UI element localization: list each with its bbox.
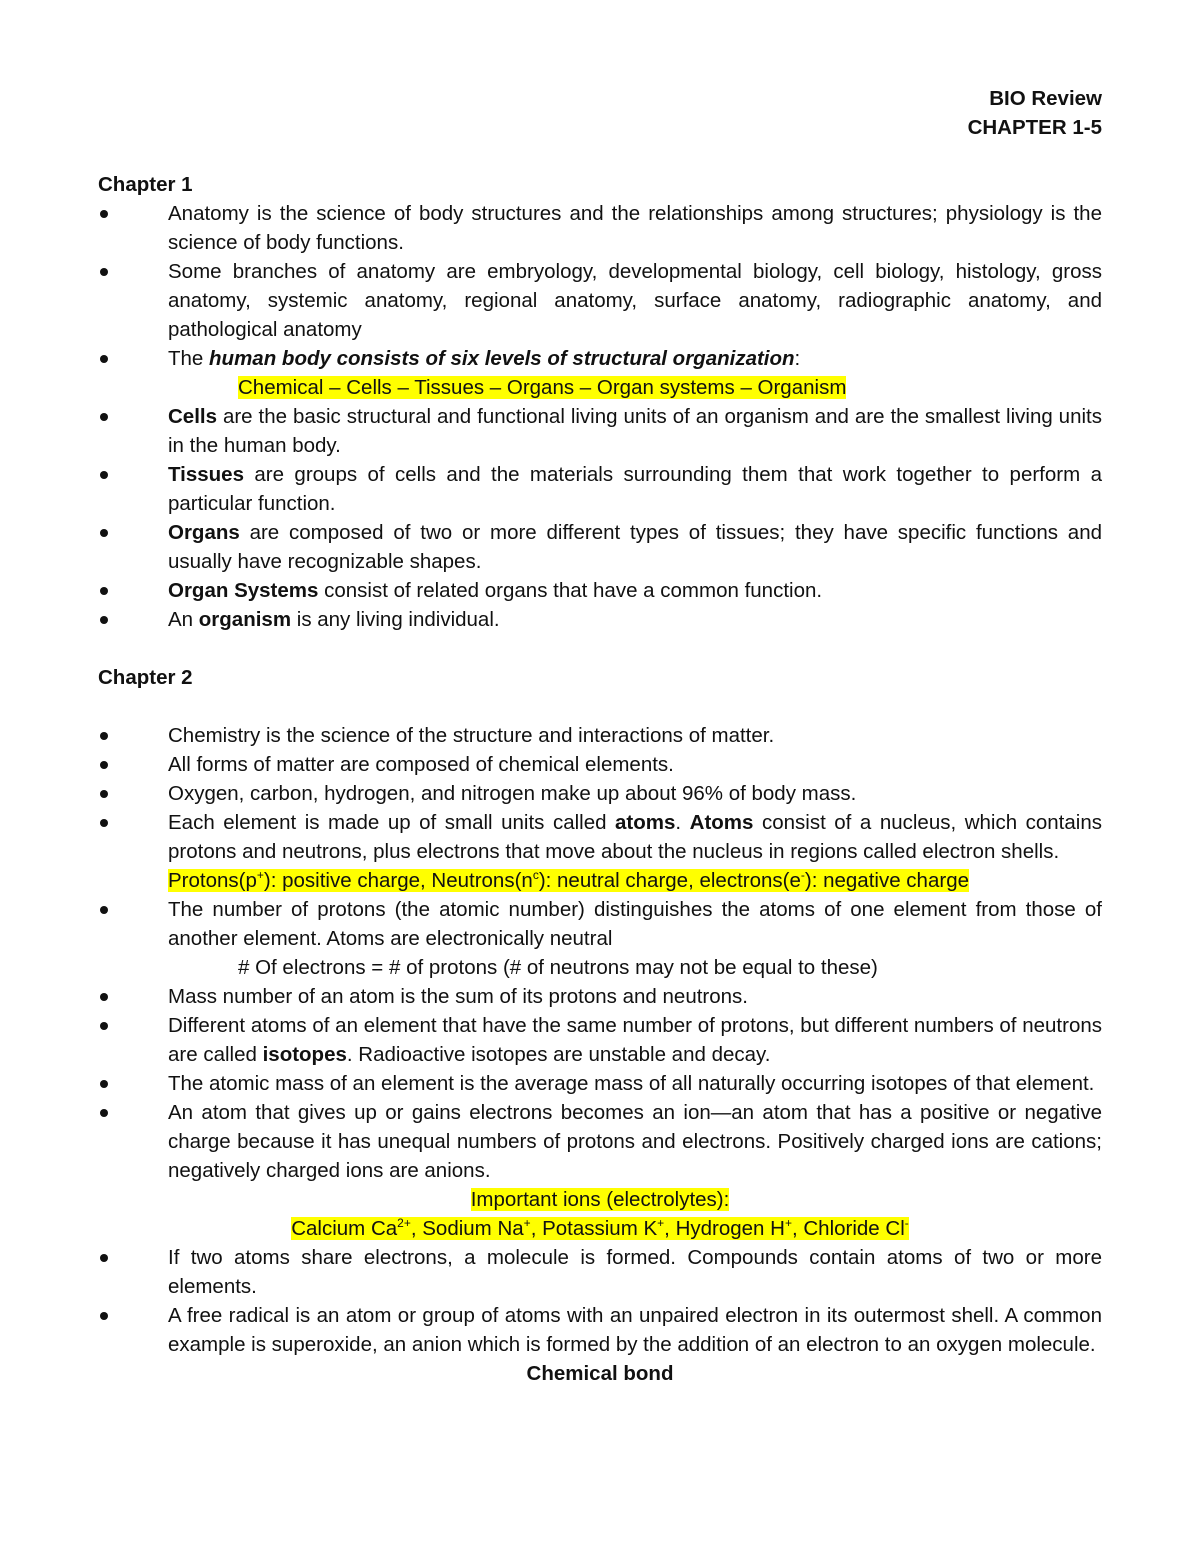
chapter-2-list-part-3 xyxy=(98,982,1102,1185)
bullet-icon xyxy=(100,1109,108,1117)
bullet-icon xyxy=(100,210,108,218)
document-header xyxy=(98,84,1102,142)
list-item: Organ Systems consist of related organs that have a common function. xyxy=(98,576,1102,605)
list-item: Oxygen, carbon, hydrogen, and nitrogen make up about 96% of body mass. xyxy=(98,779,1102,808)
document-page xyxy=(98,84,1102,1388)
bullet-icon xyxy=(100,616,108,624)
list-item: Different atoms of an element that have the same number of protons, but different numbers of neutrons are called isotopes. Radioactive isotopes are unstable and decay. xyxy=(98,1011,1102,1069)
list-item: An atom that gives up or gains electrons becomes an ion—an atom that has a positive or negative charge because it has unequal numbers of protons and electrons. Positively charged ions are cations; negatively charged ions are anions. xyxy=(98,1098,1102,1185)
list-item: Each element is made up of small units called atoms. Atoms consist of a nucleus, which contains protons and neutrons, plus electrons that move about the nucleus in regions called electron shells. xyxy=(98,808,1102,866)
bullet-icon xyxy=(100,471,108,479)
bullet-icon xyxy=(100,1022,108,1030)
chapter-1-heading: Chapter 1 xyxy=(98,173,193,196)
list-item: A free radical is an atom or group of atoms with an unpaired electron in its outermost shell. A common example is superoxide, an anion which is formed by the addition of an electron to an oxygen molecule. xyxy=(98,1301,1102,1359)
levels-of-organization: Chemical – Cells – Tissues – Organs – Organ systems – Organism xyxy=(238,376,847,399)
list-item: If two atoms share electrons, a molecule is formed. Compounds contain atoms of two or more elements. xyxy=(98,1243,1102,1301)
list-item: The number of protons (the atomic number) distinguishes the atoms of one element from those of another element. Atoms are electronically neutral xyxy=(98,895,1102,953)
bullet-icon xyxy=(100,993,108,1001)
bullet-icon xyxy=(100,413,108,421)
list-item: Organs are composed of two or more different types of tissues; they have specific functions and usually have recognizable shapes. xyxy=(98,518,1102,576)
bullet-icon xyxy=(100,268,108,276)
particle-charges-line: Protons(p+): positive charge, $Neutrons(n^c)$: neutral charge, electrons(e-): negative charge xyxy=(168,868,969,892)
list-item: The human body consists of six levels of structural organization: xyxy=(98,344,1102,373)
bullet-icon xyxy=(100,1254,108,1262)
bullet-icon xyxy=(100,732,108,740)
bullet-icon xyxy=(100,587,108,595)
chapter-2-heading: Chapter 2 xyxy=(98,666,193,689)
bullet-icon xyxy=(100,355,108,363)
important-ions-title: Important ions (electrolytes): xyxy=(470,1188,730,1211)
bullet-icon xyxy=(100,1312,108,1320)
bullet-icon xyxy=(100,1080,108,1088)
chapter-2-list xyxy=(98,721,1102,866)
bullet-icon xyxy=(100,529,108,537)
chemical-bond-heading: Chemical bond xyxy=(526,1362,674,1385)
important-ions-list: Calcium $Ca^{2+}$, Sodium Na+, Potassium K+, Hydrogen H+, Chloride Cl- xyxy=(291,1216,909,1240)
list-item: All forms of matter are composed of chemical elements. xyxy=(98,750,1102,779)
chapter-1-list xyxy=(98,199,1102,373)
list-item: The atomic mass of an element is the average mass of all naturally occurring isotopes of that element. xyxy=(98,1069,1102,1098)
header-title: BIO Review xyxy=(989,87,1102,110)
bullet-icon xyxy=(100,906,108,914)
electron-equality-line: # Of electrons = # of protons (# of neutrons may not be equal to these) xyxy=(238,956,878,979)
list-item: Cells are the basic structural and functional living units of an organism and are the smallest living units in the human body. xyxy=(98,402,1102,460)
bullet-icon xyxy=(100,761,108,769)
list-item: Mass number of an atom is the sum of its protons and neutrons. xyxy=(98,982,1102,1011)
list-item: An organism is any living individual. xyxy=(98,605,1102,634)
list-item: Chemistry is the science of the structure and interactions of matter. xyxy=(98,721,1102,750)
list-item: Some branches of anatomy are embryology, developmental biology, cell biology, histology, gross anatomy, systemic anatomy, regional anatomy, surface anatomy, radiographic anatomy, and pathological anatomy xyxy=(98,257,1102,344)
chapter-2-list-part-2 xyxy=(98,895,1102,953)
list-item: Tissues are groups of cells and the materials surrounding them that work together to perform a particular function. xyxy=(98,460,1102,518)
chapter-1-list-continued xyxy=(98,402,1102,634)
bullet-icon xyxy=(100,819,108,827)
chapter-2-list-part-4 xyxy=(98,1243,1102,1359)
bullet-icon xyxy=(100,790,108,798)
header-subtitle: CHAPTER 1-5 xyxy=(967,116,1102,139)
list-item: Anatomy is the science of body structures and the relationships among structures; physiology is the science of body functions. xyxy=(98,199,1102,257)
